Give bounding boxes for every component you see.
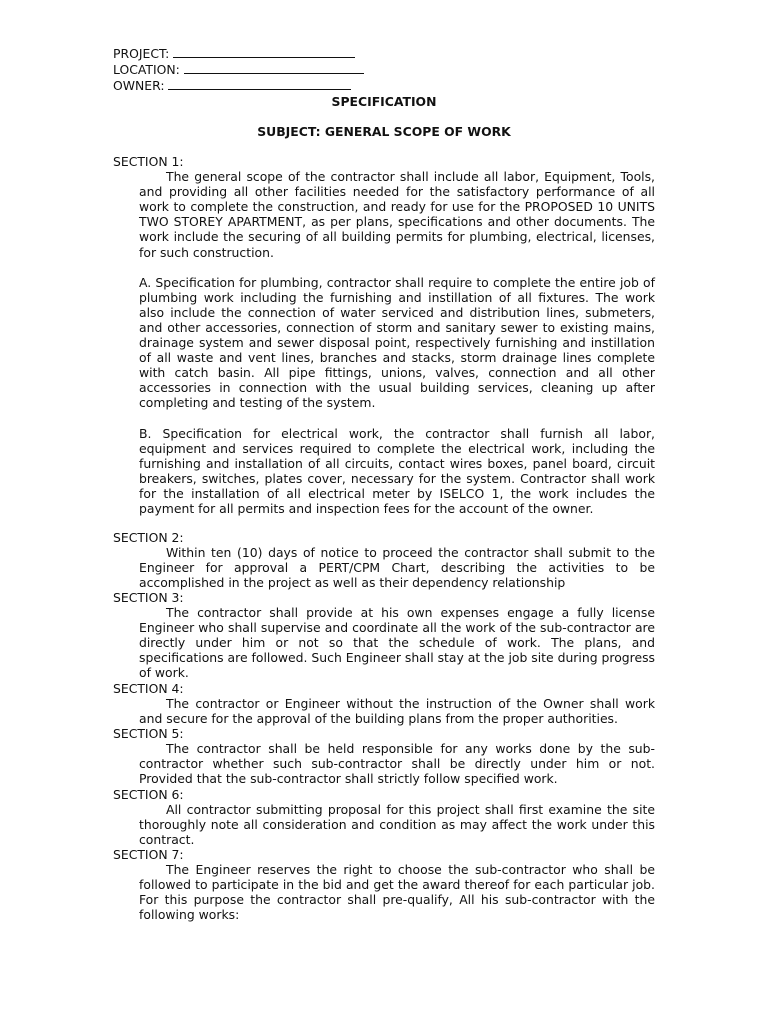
location-label: LOCATION: xyxy=(113,62,180,77)
owner-label: OWNER: xyxy=(113,78,165,93)
section-item-b: B. Specification for electrical work, the contractor shall furnish all labor, equipment and services required to complete the electrical work, including the furnishing and installation of all circuits, contact wires boxes, panel board, circuit breakers, switches, plates cover, necessary for the system. Contractor shall work for the installation of all electrical meter by ISELCO 1, the work includes the payment for all permits and inspection fees for the account of the owner. xyxy=(139,425,655,516)
section-text: The Engineer reserves the right to choose the sub-contractor who shall be followed to participate in the bid and get the award thereof for each particular job. For this purpose the contractor shall pre-qualify, All his sub-contractor with the following works: xyxy=(139,862,655,923)
section-heading: SECTION 1: xyxy=(113,154,184,169)
location-line xyxy=(113,62,364,77)
section-heading: SECTION 2: xyxy=(113,530,184,545)
document-title: SPECIFICATION xyxy=(331,94,437,109)
project-blank xyxy=(173,46,355,58)
project-label: PROJECT: xyxy=(113,46,170,61)
section-heading: SECTION 7: xyxy=(113,847,184,862)
section-text: Within ten (10) days of notice to proceed the contractor shall submit to the Engineer for approval a PERT/CPM Chart, describing the activities to be accomplished in the project as well as their dependency relationship xyxy=(139,545,655,591)
section-5 xyxy=(113,726,655,786)
document-subject: SUBJECT: GENERAL SCOPE OF WORK xyxy=(257,124,511,139)
section-heading: SECTION 5: xyxy=(113,726,184,741)
section-4 xyxy=(113,681,655,726)
section-heading: SECTION 3: xyxy=(113,590,184,605)
section-text: The contractor or Engineer without the instruction of the Owner shall work and secure for the approval of the building plans from the proper authorities. xyxy=(139,696,655,727)
section-7 xyxy=(113,847,655,922)
section-3 xyxy=(113,590,655,681)
section-text: The contractor shall provide at his own expenses engage a fully license Engineer who shall supervise and coordinate all the work of the sub-contractor are directly under him or not so that the schedule of work. The plans, and specifications are followed. Such Engineer shall stay at the job site during progress of work. xyxy=(139,605,655,681)
section-2 xyxy=(113,530,655,590)
section-1 xyxy=(113,154,655,516)
section-text: The contractor shall be held responsible for any works done by the sub-contractor whether such sub-contractor shall be directly under him or not. Provided that the sub-contractor shall strictly follow specified work. xyxy=(139,741,655,787)
location-blank xyxy=(184,62,364,74)
section-heading: SECTION 6: xyxy=(113,787,184,802)
section-text: The general scope of the contractor shall include all labor, Equipment, Tools, and providing all other facilities needed for the satisfactory performance of all work to complete the construction, and ready for use for the PROPOSED 10 UNITS TWO STOREY APARTMENT, as per plans, specifications and other documents. The work include the securing of all building permits for plumbing, electrical, licenses, for such construction. xyxy=(139,169,655,260)
section-heading: SECTION 4: xyxy=(113,681,184,696)
section-6 xyxy=(113,787,655,847)
section-text: All contractor submitting proposal for this project shall first examine the site thoroughly note all consideration and condition as may affect the work under this contract. xyxy=(139,802,655,848)
owner-blank xyxy=(168,78,351,90)
section-item-a: A. Specification for plumbing, contractor shall require to complete the entire job of plumbing work including the furnishing and instillation of all fixtures. The work also include the connection of water serviced and distribution lines, submeters, and other accessories, connection of storm and sanitary sewer to existing mains, drainage system and sewer disposal point, respectively furnishing and instillation of all waste and vent lines, branches and stacks, storm drainage lines complete with catch basin. All pipe fittings, unions, valves, connection and all other accessories in connection with the usual building services, cleaning up after completing and testing of the system. xyxy=(139,274,655,411)
project-line xyxy=(113,46,355,61)
owner-line xyxy=(113,78,351,93)
